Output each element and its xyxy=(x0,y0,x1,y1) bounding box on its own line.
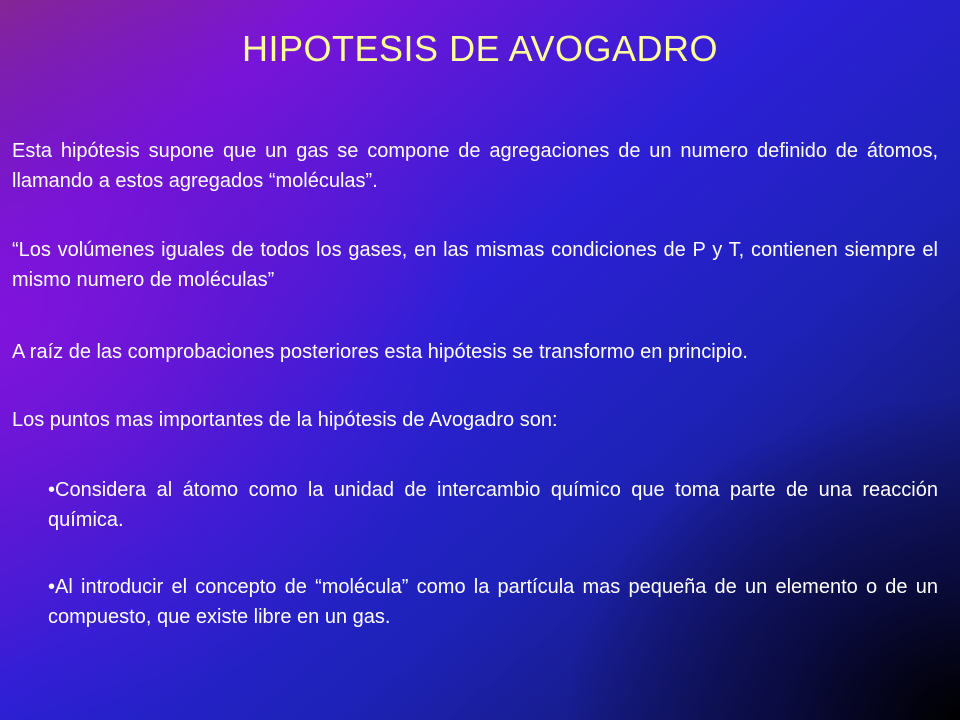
paragraph-key-points-intro: Los puntos mas importantes de la hipótesis de Avogadro son: xyxy=(12,409,558,431)
slide-title: HIPOTESIS DE AVOGADRO xyxy=(242,28,718,69)
bullet-atom-unit: •Considera al átomo como la unidad de intercambio químico que toma parte de una reacción química. xyxy=(48,479,938,531)
paragraph-definition: Esta hipótesis supone que un gas se compone de agregaciones de un numero definido de átomos, llamando a estos agregados “moléculas”. xyxy=(12,140,938,192)
paragraph-principle: A raíz de las comprobaciones posteriores esta hipótesis se transformo en principio. xyxy=(12,341,748,363)
bullet-molecule-concept: •Al introducir el concepto de “molécula” como la partícula mas pequeña de un elemento o de un compuesto, que existe libre en un gas. xyxy=(48,576,938,628)
paragraph-quote: “Los volúmenes iguales de todos los gases, en las mismas condiciones de P y T, contienen siempre el mismo numero de moléculas” xyxy=(12,239,938,291)
